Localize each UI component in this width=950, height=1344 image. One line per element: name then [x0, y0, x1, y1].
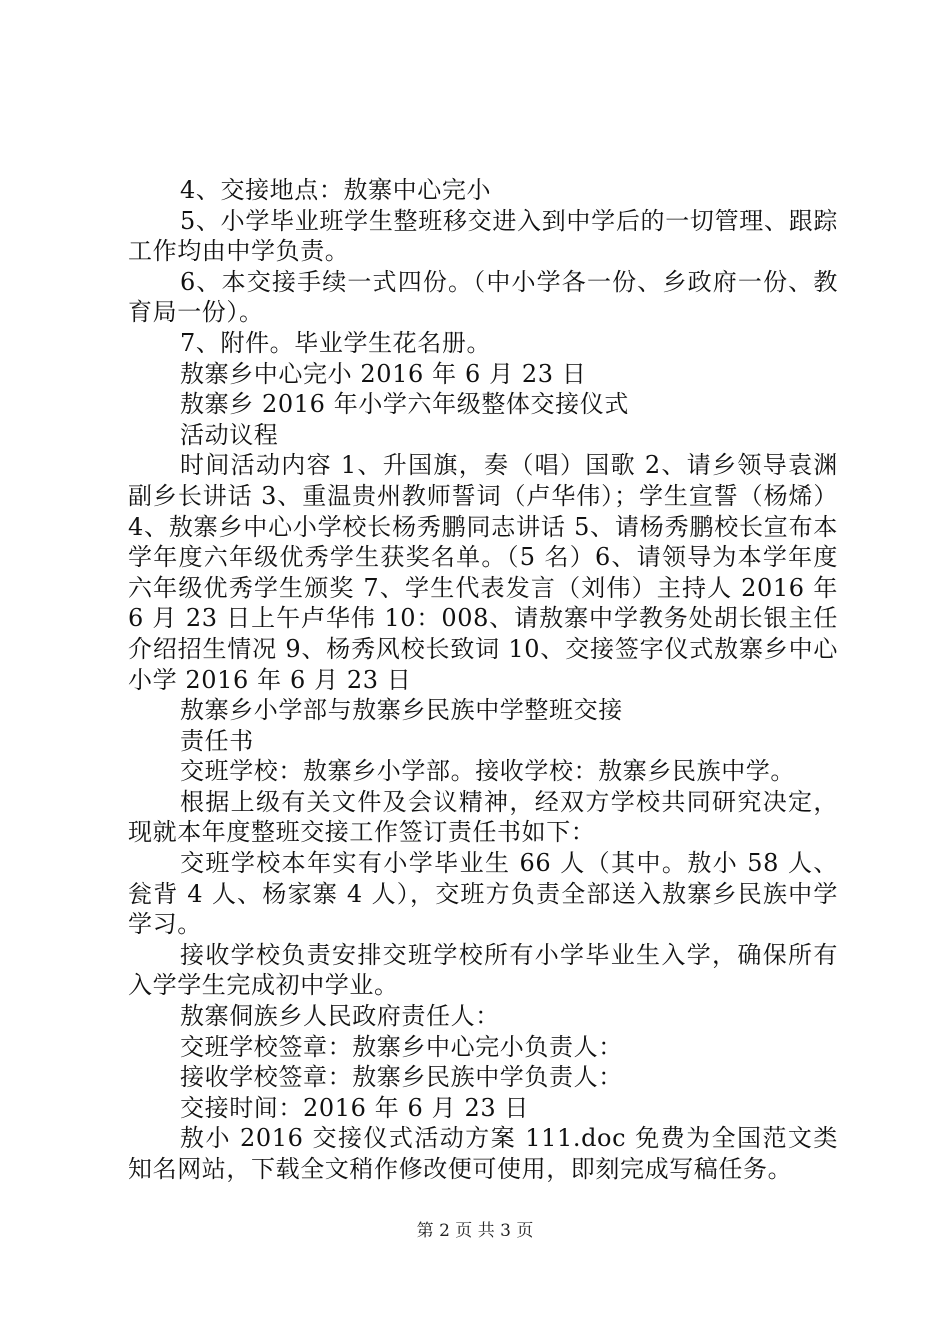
paragraph-attachment: 7、附件。毕业学生花名册。: [180, 328, 492, 357]
paragraph-student-count: 交班学校本年实有小学毕业生 66 人（其中。敖小 58 人、瓮背 4 人、杨家寨 4 人），交班方负责全部送入敖寨乡民族中学学习。: [128, 849, 838, 939]
document-body: [128, 175, 838, 1185]
paragraph-receiving-signature: 接收学校签章：敖寨乡民族中学负责人：: [180, 1063, 623, 1092]
paragraph-responsibility-title: 敖寨乡小学部与敖寨乡民族中学整班交接: [180, 696, 623, 725]
paragraph-responsibility-heading: 责任书: [180, 726, 254, 755]
paragraph-handover-time: 交接时间：2016 年 6 月 23 日: [180, 1093, 530, 1122]
paragraph-government-responsible: 敖寨侗族乡人民政府责任人：: [180, 1002, 500, 1031]
paragraph-agenda-heading: 活动议程: [180, 420, 279, 449]
paragraph-schools: 交班学校：敖寨乡小学部。接收学校：敖寨乡民族中学。: [180, 757, 795, 786]
page-number-footer: 第 2 页 共 3 页: [416, 1221, 534, 1241]
paragraph-management-transfer: 5、小学毕业班学生整班移交进入到中学后的一切管理、跟踪工作均由中学负责。: [128, 206, 838, 266]
paragraph-copies: 6、本交接手续一式四份。（中小学各一份、乡政府一份、教育局一份）。: [128, 267, 838, 327]
paragraph-website-note: 敖小 2016 交接仪式活动方案 111.doc 免费为全国范文类知名网站，下载全文稍作修改便可使用，即刻完成写稿任务。: [128, 1124, 838, 1183]
paragraph-ceremony-title: 敖寨乡 2016 年小学六年级整体交接仪式: [180, 390, 629, 419]
paragraph-receiving-duty: 接收学校负责安排交班学校所有小学毕业生入学，确保所有入学学生完成初中学业。: [128, 940, 838, 1000]
paragraph-handover-location: 4、交接地点：敖寨中心完小: [180, 176, 492, 204]
paragraph-agenda-items: 时间活动内容 1、升国旗，奏（唱）国歌 2、请乡领导袁渊副乡长讲话 3、重温贵州教师誓词（卢华伟）；学生宣誓（杨烯）4、敖寨乡中心小学校长杨秀鹏同志讲话 5、请杨秀鹏校长宣布本学年度六年级优秀学生获奖名单。（5 名）6、请领导为本学年度六年级优秀学生颁奖 7、学生代表发言（刘伟）主持人 2016 年 6 月 23 日上午卢华伟 10：008、请敖寨中学教务处胡长银主任介绍招生情况 9、杨秀风校长致词 10、交接签字仪式敖寨乡中心小学 2016 年 6 月 23 日: [128, 451, 838, 694]
paragraph-handing-signature: 交班学校签章：敖寨乡中心完小负责人：: [180, 1032, 623, 1061]
paragraph-basis: 根据上级有关文件及会议精神，经双方学校共同研究决定，现就本年度整班交接工作签订责任书如下：: [128, 787, 838, 847]
paragraph-signature-date: 敖寨乡中心完小 2016 年 6 月 23 日: [180, 359, 587, 388]
